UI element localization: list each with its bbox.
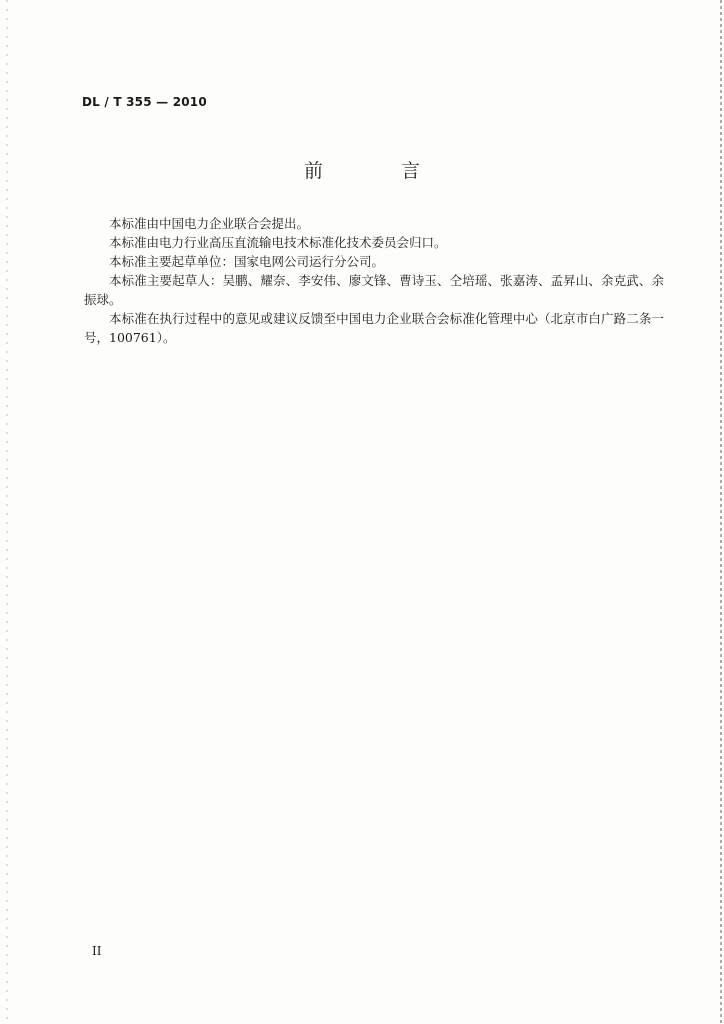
paragraph-drafting-unit: 本标准主要起草单位：国家电网公司运行分公司。 [109,254,385,269]
document-code: DL / T 355 — 2010 [82,95,207,109]
page-title: 前 言 [303,160,457,182]
paragraph-feedback: 本标准在执行过程中的意见或建议反馈至中国电力企业联合会标准化管理中心（北京市白广路二条一号，100761）。 [84,311,664,345]
foreword-body [84,214,664,347]
scan-edge-right [720,0,722,1024]
paragraph-drafters: 本标准主要起草人：吴鹏、耀奈、李安伟、廖文锋、曹诗玉、仝培瑶、张嘉涛、孟昇山、余克武、余振球。 [84,273,664,307]
paragraph-proposer: 本标准由中国电力企业联合会提出。 [109,216,310,231]
scan-edge-left [6,0,8,1024]
paragraph-committee: 本标准由电力行业高压直流输电技术标准化技术委员会归口。 [109,235,447,250]
page-number: II [92,944,102,958]
